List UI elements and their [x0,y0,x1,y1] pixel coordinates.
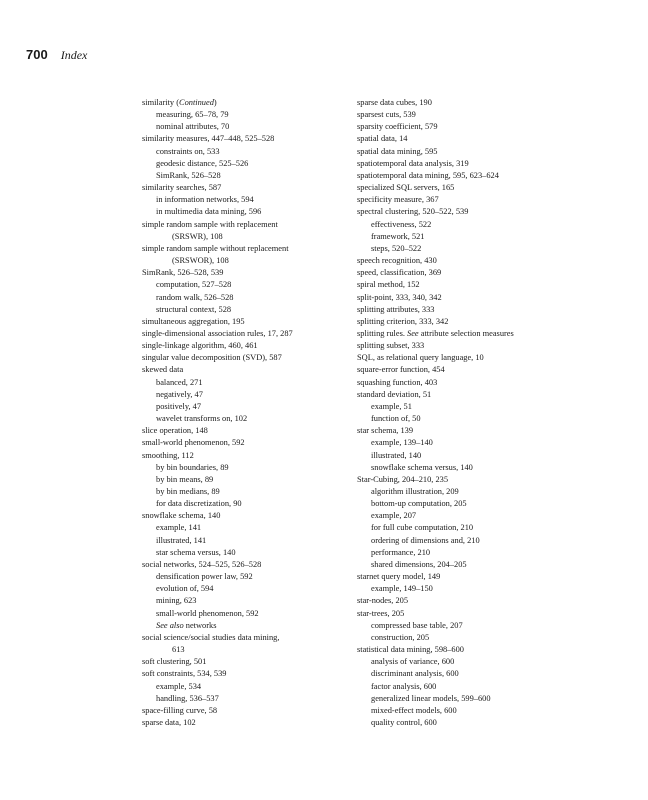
index-entry: split-point, 333, 340, 342 [357,292,442,302]
index-subentry: 613 [172,645,185,655]
index-entry: slice operation, 148 [142,426,208,436]
index-entry: spatiotemporal data mining, 595, 623–624 [357,170,499,180]
index-entry: similarity searches, 587 [142,183,222,193]
index-entry: spiral method, 152 [357,280,420,290]
index-entry: sparsest cuts, 539 [357,110,416,120]
index-subentry: mixed-effect models, 600 [371,705,457,715]
index-column-right [357,97,583,729]
index-subentry: example, 141 [156,523,202,533]
index-entry: soft constraints, 534, 539 [142,669,227,679]
index-entry: squashing function, 403 [357,377,438,387]
index-subentry: negatively, 47 [156,389,203,399]
entry-text: ) [213,98,217,107]
index-subentry: function of, 50 [371,414,421,424]
index-subentry: random walk, 526–528 [156,292,234,302]
index-entry: star schema, 139 [357,426,414,436]
index-subentry: densification power law, 592 [156,572,253,582]
index-subentry: example, 139–140 [371,438,433,448]
index-entry: sparsity coefficient, 579 [357,122,438,132]
index-subentry: balanced, 271 [156,377,203,387]
index-entry [357,328,583,340]
index-entry: sparse data cubes, 190 [357,98,432,107]
index-entry: soft clustering, 501 [142,657,207,667]
index-entry: simple random sample with replacement [142,219,278,229]
index-subentry: example, 51 [371,401,412,411]
index-entry: SQL, as relational query language, 10 [357,353,484,363]
index-entry: small-world phenomenon, 592 [142,438,245,448]
index-subentry: nominal attributes, 70 [156,122,230,132]
index-subentry: geodesic distance, 525–526 [156,158,249,168]
index-subentry: performance, 210 [371,547,431,557]
index-entry: single-linkage algorithm, 460, 461 [142,341,258,351]
index-entry: star-trees, 205 [357,608,405,618]
index-entry: speed, classification, 369 [357,268,442,278]
index-subentry: structural context, 528 [156,304,232,314]
index-subentry: by bin medians, 89 [156,487,220,496]
index-entry: star-nodes, 205 [357,596,409,606]
index-entry: specificity measure, 367 [357,195,439,205]
index-subentry: bottom-up computation, 205 [371,499,467,509]
index-subentry: for data discretization, 90 [156,499,242,509]
entry-italic-text: See [407,328,419,338]
index-subentry: evolution of, 594 [156,584,214,594]
index-subentry: for full cube computation, 210 [371,523,474,533]
page-number: 700 [26,47,48,62]
entry-italic-text: See also [156,620,184,630]
index-subentry: shared dimensions, 204–205 [371,559,467,569]
index-entry: starnet query model, 149 [357,572,441,582]
page-title: Index [60,48,88,62]
index-entry: SimRank, 526–528, 539 [142,268,224,278]
index-subentry: quality control, 600 [371,717,437,727]
index-subentry: in information networks, 594 [156,195,254,205]
index-subentry: positively, 47 [156,401,202,411]
index-entry: simultaneous aggregation, 195 [142,316,245,326]
index-subentry: framework, 521 [371,231,425,241]
index-subentry: discriminant analysis, 600 [371,669,459,679]
index-entry: splitting subset, 333 [357,341,425,351]
entry-text: networks [183,620,217,630]
index-subentry: steps, 520–522 [371,243,422,253]
index-subentry: illustrated, 140 [371,450,422,460]
index-subentry: (SRSWR), 108 [172,231,223,241]
index-subentry: example, 149–150 [371,584,433,594]
index-subentry: star schema versus, 140 [156,547,236,557]
index-subentry: compressed base table, 207 [371,620,463,630]
index-entry: spectral clustering, 520–522, 539 [357,207,469,217]
index-subentry: wavelet transforms on, 102 [156,414,248,424]
index-subentry: (SRSWOR), 108 [172,256,229,266]
index-subentry [142,620,368,632]
index-subentry: algorithm illustration, 209 [371,487,459,496]
index-subentry: generalized linear models, 599–600 [371,693,491,703]
index-entry: standard deviation, 51 [357,389,432,399]
index-entry: single-dimensional association rules, 17, 287 [142,328,293,338]
index-entry [142,97,368,109]
index-entry: speech recognition, 430 [357,256,437,266]
index-entry: statistical data mining, 598–600 [357,645,464,655]
index-entry: splitting attributes, 333 [357,304,435,314]
index-entry: splitting criterion, 333, 342 [357,316,449,326]
index-entry: similarity measures, 447–448, 525–528 [142,134,275,144]
index-subentry: in multimedia data mining, 596 [156,207,262,217]
index-entry: Star-Cubing, 204–210, 235 [357,474,449,484]
index-entry: social science/social studies data mining, [142,632,280,642]
index-subentry: handling, 536–537 [156,693,219,703]
index-entry: space-filling curve, 58 [142,705,218,715]
index-entry: social networks, 524–525, 526–528 [142,559,262,569]
entry-text: attribute selection measures [418,328,514,338]
index-entry: spatial data mining, 595 [357,146,438,156]
index-entry: snowflake schema, 140 [142,511,221,521]
index-entry: singular value decomposition (SVD), 587 [142,353,282,363]
entry-italic-text: Continued [178,98,214,107]
index-subentry: analysis of variance, 600 [371,657,455,667]
index-entry: simple random sample without replacement [142,243,289,253]
index-entry: smoothing, 112 [142,450,194,460]
index-subentry: constraints on, 533 [156,146,220,156]
index-subentry: SimRank, 526–528 [156,170,221,180]
index-entry: square-error function, 454 [357,365,445,375]
index-entry: skewed data [142,365,184,375]
index-subentry: snowflake schema versus, 140 [371,462,473,472]
index-subentry: ordering of dimensions and, 210 [371,535,480,545]
index-subentry: computation, 527–528 [156,280,232,290]
index-subentry: by bin means, 89 [156,474,214,484]
entry-text: similarity ( [142,98,179,107]
index-subentry: small-world phenomenon, 592 [156,608,259,618]
index-subentry: measuring, 65–78, 79 [156,110,229,120]
index-subentry: factor analysis, 600 [371,681,437,691]
index-subentry: illustrated, 141 [156,535,207,545]
index-subentry: by bin boundaries, 89 [156,462,229,472]
index-column-left [142,97,368,729]
page-header [26,47,87,63]
index-subentry: example, 207 [371,511,417,521]
index-entry: sparse data, 102 [142,717,196,727]
index-entry: specialized SQL servers, 165 [357,183,455,193]
index-subentry: construction, 205 [371,632,430,642]
index-entry: spatiotemporal data analysis, 319 [357,158,469,168]
index-subentry: example, 534 [156,681,202,691]
index-entry: spatial data, 14 [357,134,408,144]
entry-text: splitting rules. [357,328,408,338]
index-subentry: mining, 623 [156,596,197,606]
index-subentry: effectiveness, 522 [371,219,432,229]
